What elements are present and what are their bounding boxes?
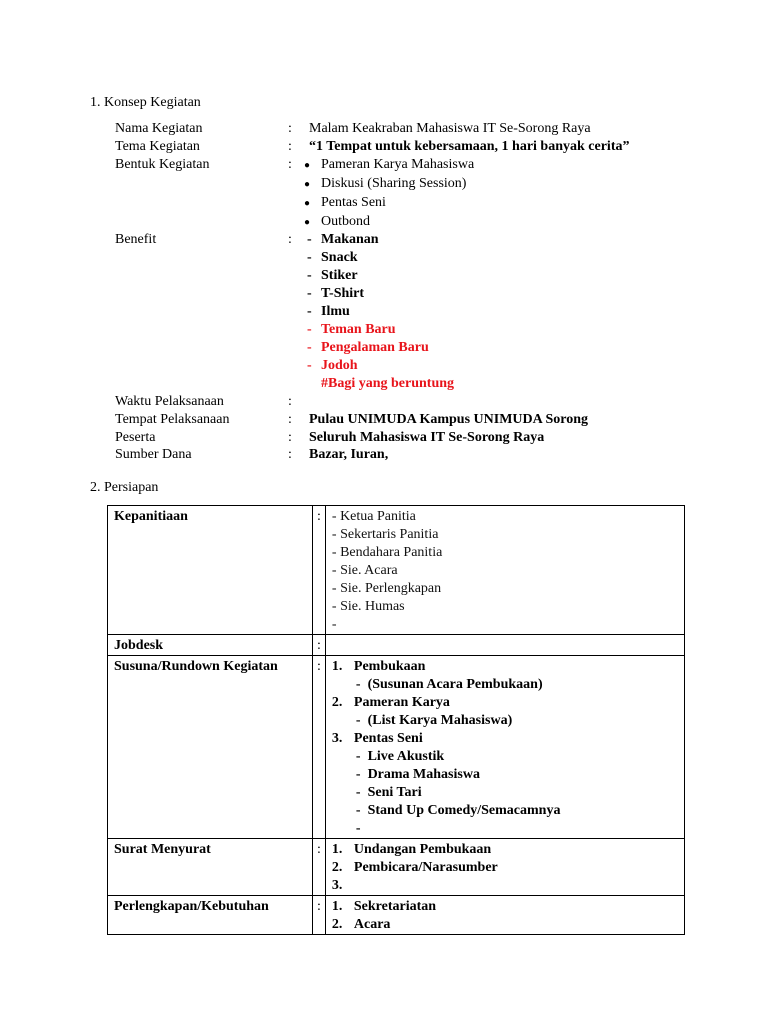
colon: :	[288, 157, 292, 172]
benefit-item-red: Teman Baru	[321, 322, 396, 337]
colon: :	[288, 430, 292, 445]
dash: -	[307, 232, 312, 247]
dash: -	[307, 250, 312, 265]
list-item: Ketua Panitia	[340, 509, 416, 524]
nama-kegiatan-value: Malam Keakraban Mahasiswa IT Se-Sorong Raya	[309, 121, 591, 136]
section-2-heading: 2. Persiapan	[90, 480, 159, 495]
colon: :	[288, 121, 292, 136]
list-item: Seni Tari	[367, 785, 422, 800]
perlengkapan-list: 1. Sekretariatan 2. Acara	[325, 896, 684, 935]
benefit-item: T-Shirt	[321, 286, 365, 301]
perlengkapan-label: Perlengkapan/Kebutuhan	[108, 896, 313, 935]
list-item: Drama Mahasiswa	[367, 767, 480, 782]
list-item: Sie. Perlengkapan	[340, 581, 442, 596]
peserta-value: Seluruh Mahasiswa IT Se-Sorong Raya	[309, 430, 545, 445]
table-row	[108, 896, 685, 935]
list-item: Stand Up Comedy/Semacamnya	[367, 803, 561, 818]
benefit-label: Benefit	[115, 232, 157, 247]
dash: -	[307, 286, 312, 301]
jobdesk-label: Jobdesk	[108, 635, 313, 656]
sumber-dana-label: Sumber Dana	[115, 447, 192, 462]
list-item: (List Karya Mahasiswa)	[367, 713, 513, 728]
list-item: Undangan Pembukaan	[353, 842, 492, 857]
benefit-item: Stiker	[321, 268, 358, 283]
persiapan-table	[107, 505, 685, 935]
list-item: Sie. Humas	[340, 599, 405, 614]
dash: -	[307, 304, 312, 319]
benefit-item-red: Jodoh	[321, 358, 358, 373]
section-1-heading: 1. Konsep Kegiatan	[90, 95, 201, 110]
colon: :	[288, 447, 292, 462]
list-item: Pentas Seni	[353, 731, 423, 746]
tempat-value: Pulau UNIMUDA Kampus UNIMUDA Sorong	[309, 412, 589, 427]
dash: -	[307, 322, 312, 337]
colon: :	[288, 412, 292, 427]
dash: -	[307, 340, 312, 355]
colon: :	[313, 635, 326, 656]
colon: :	[288, 139, 292, 154]
list-item: Live Akustik	[367, 749, 445, 764]
colon: :	[288, 232, 292, 247]
benefit-item: Snack	[321, 250, 358, 265]
list-item: Pembicara/Narasumber	[353, 860, 498, 875]
colon: :	[313, 896, 326, 935]
tempat-label: Tempat Pelaksanaan	[115, 412, 230, 427]
table-row	[108, 506, 685, 635]
tema-kegiatan-value: “1 Tempat untuk kebersamaan, 1 hari banyak cerita”	[309, 139, 630, 154]
list-item: Sekertaris Panitia	[340, 527, 439, 542]
peserta-label: Peserta	[115, 430, 156, 445]
bullet-icon: ●	[304, 160, 311, 171]
colon: :	[313, 839, 326, 896]
surat-list: 1. Undangan Pembukaan 2. Pembicara/Narasumber 3.	[325, 839, 684, 896]
table-row	[108, 656, 685, 839]
dash: -	[307, 358, 312, 373]
list-item: Bendahara Panitia	[340, 545, 443, 560]
table-row	[108, 635, 685, 656]
waktu-label: Waktu Pelaksanaan	[115, 394, 224, 409]
list-item: Acara	[353, 917, 391, 932]
colon: :	[313, 656, 326, 839]
bentuk-kegiatan-label: Bentuk Kegiatan	[115, 157, 210, 172]
rundown-label: Susuna/Rundown Kegiatan	[108, 656, 313, 839]
kepanitiaan-list: - Ketua Panitia - Sekertaris Panitia - Bendahara Panitia - Sie. Acara - Sie. Perlengkapan - Sie. Humas -	[325, 506, 684, 635]
bentuk-item: Pentas Seni	[321, 195, 386, 210]
list-item: (Susunan Acara Pembukaan)	[367, 677, 543, 692]
rundown-list: 1. Pembukaan - (Susunan Acara Pembukaan) 2. Pameran Karya - (List Karya Mahasiswa) 3. Pentas Seni - Live Akustik - Drama Mahasiswa - Seni Tari - Stand Up Comedy/Semacamnya -	[325, 656, 684, 839]
bullet-icon: ●	[304, 198, 311, 209]
nama-kegiatan-label: Nama Kegiatan	[115, 121, 203, 136]
benefit-item: Makanan	[321, 232, 379, 247]
bentuk-item: Diskusi (Sharing Session)	[321, 176, 467, 191]
jobdesk-content	[325, 635, 684, 656]
surat-menyurat-label: Surat Menyurat	[108, 839, 313, 896]
benefit-note-red: #Bagi yang beruntung	[321, 376, 455, 391]
list-item: Sekretariatan	[353, 899, 437, 914]
bullet-icon: ●	[304, 217, 311, 228]
bentuk-item: Outbond	[321, 214, 370, 229]
table-row	[108, 839, 685, 896]
list-item: Sie. Acara	[340, 563, 398, 578]
colon: :	[288, 394, 292, 409]
bentuk-item: Pameran Karya Mahasiswa	[321, 157, 475, 172]
bullet-icon: ●	[304, 179, 311, 190]
list-item: Pameran Karya	[353, 695, 450, 710]
dash: -	[307, 268, 312, 283]
sumber-dana-value: Bazar, Iuran,	[309, 447, 389, 462]
kepanitiaan-label: Kepanitiaan	[108, 506, 313, 635]
colon: :	[313, 506, 326, 635]
benefit-item-red: Pengalaman Baru	[321, 340, 429, 355]
benefit-item: Ilmu	[321, 304, 350, 319]
list-item: Pembukaan	[353, 659, 426, 674]
tema-kegiatan-label: Tema Kegiatan	[115, 139, 200, 154]
